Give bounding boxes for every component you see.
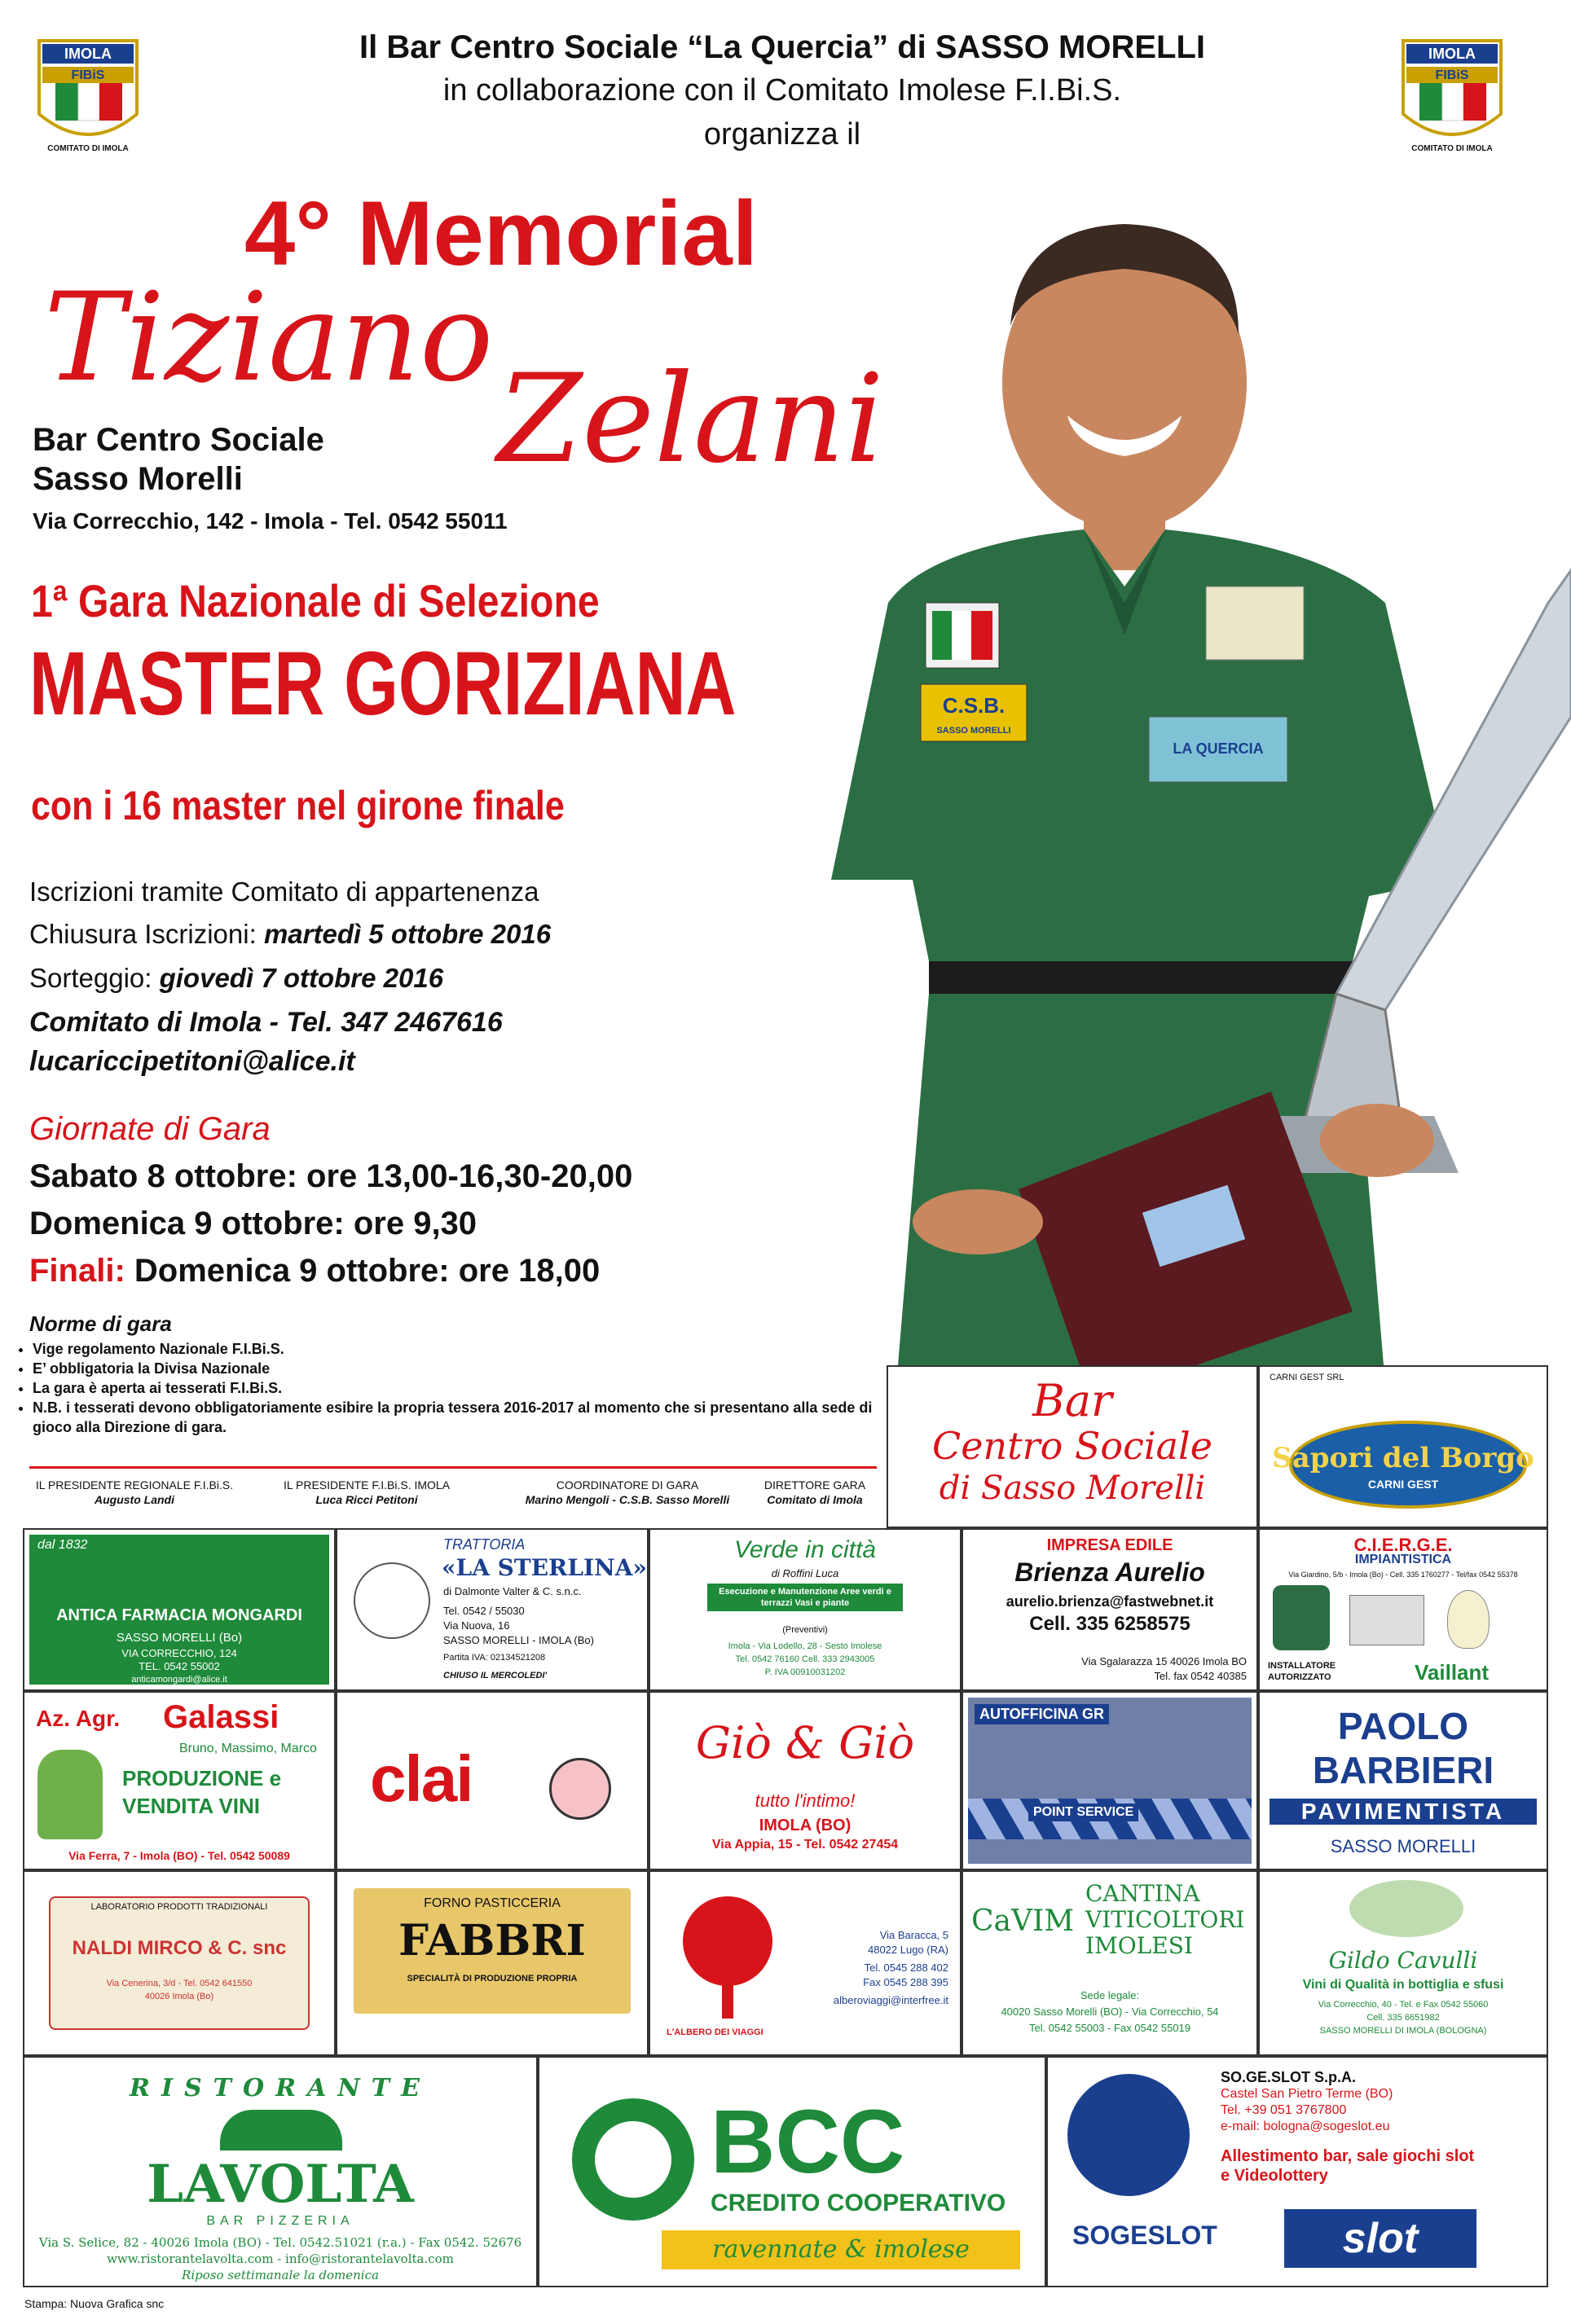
sponsor-sapori-del-borgo	[1258, 1365, 1548, 1528]
info-chiusura-label: Chiusura Iscrizioni:	[29, 919, 264, 949]
sponsor-albero-dei-viaggi	[649, 1870, 962, 2056]
sogeslot-name: SO.GE.SLOT S.p.A.	[1221, 2069, 1357, 2085]
sponsor-sogeslot	[1046, 2056, 1548, 2287]
giogio-name: Giò & Giò	[695, 1717, 915, 1768]
fabbri-name: FABBRI	[398, 1916, 586, 1966]
galassi-line-1: PRODUZIONE e	[122, 1766, 282, 1790]
cierge-sub: IMPIANTISTICA	[1354, 1553, 1452, 1566]
info-comitato: Comitato di Imola - Tel. 347 2467616	[29, 1007, 503, 1038]
cavulli-sub: Vini di Qualità in bottiglia e sfusi	[1302, 1978, 1504, 1992]
sogeslot-mail[interactable]: e-mail: bologna@sogeslot.eu	[1221, 2120, 1390, 2133]
brienza-addr: Via Sgalarazza 15 40026 Imola BO	[1081, 1655, 1247, 1667]
signature-role: DIRETTORE GARA	[763, 1478, 866, 1491]
event-line-2: MASTER GORIZIANA	[29, 634, 737, 734]
lavolta-building-icon	[220, 2110, 342, 2150]
signature-name: Comitato di Imola	[767, 1493, 863, 1506]
galassi-line-2: VENDITA VINI	[122, 1794, 261, 1818]
naldi-name: NALDI MIRCO & C. snc	[72, 1937, 287, 1959]
sponsor-bar-centro-sociale	[887, 1365, 1258, 1528]
sterlina-line-6: CHIUSO IL MERCOLEDI'	[443, 1671, 548, 1680]
albero-fax: Fax 0545 288 395	[863, 1976, 948, 1988]
cantina-line-3: IMOLESI	[1085, 1932, 1193, 1959]
cantina-sede: Sede legale:	[1080, 1989, 1140, 2001]
verde-iva: P. IVA 00910031202	[764, 1667, 846, 1677]
info-email[interactable]: lucariccipetitoni@alice.it	[29, 1046, 355, 1077]
venue-name-1: Bar Centro Sociale	[33, 422, 324, 458]
sponsor-autofficina	[962, 1691, 1258, 1870]
fabbri-top: FORNO PASTICCERIA	[424, 1896, 561, 1910]
albero-city: 48022 Lugo (RA)	[867, 1944, 948, 1956]
farmacia-name: ANTICA FARMACIA MONGARDI	[56, 1606, 302, 1624]
sterlina-line-5: Partita IVA: 02134521208	[443, 1653, 546, 1663]
sponsor-brienza	[962, 1528, 1258, 1691]
bcc-logo-icon	[572, 2098, 694, 2221]
barbieri-line-3: PAVIMENTISTA	[1270, 1799, 1537, 1825]
giornate-domenica: Domenica 9 ottobre: ore 9,30	[29, 1206, 477, 1241]
shirt-badge-text: C.S.B.	[942, 693, 1006, 718]
giornate-sabato: Sabato 8 ottobre: ore 13,00-16,30-20,00	[29, 1158, 633, 1194]
autofficina-name: AUTOFFICINA GR	[975, 1704, 1109, 1724]
signature-block	[261, 1478, 473, 1507]
galassi-name: Galassi	[163, 1699, 279, 1735]
norme-item: • N.B. i tesserati devono obbligatoriamente esibire la propria tessera 2016-2017 al momento che si presentano alla sede di gioco alla Direzione di gara.	[33, 1398, 896, 1437]
lavolta-web[interactable]: www.ristorantelavolta.com - info@ristorantelavolta.com	[107, 2252, 454, 2266]
sapori-top-text: CARNI GEST SRL	[1270, 1373, 1344, 1382]
cierge-inst: INSTALLATORE AUTORIZZATO	[1268, 1661, 1336, 1682]
barbieri-line-1: PAOLO	[1337, 1705, 1469, 1747]
bcc-tag: ravennate & imolese	[662, 2230, 1020, 2269]
tree-icon	[683, 1896, 772, 1986]
lavolta-addr: Via S. Selice, 82 - 40026 Imola (BO) - Tel. 0542.51021 (r.a.) - Fax 0542. 52676	[38, 2235, 522, 2250]
sponsor-naldi-mirco	[23, 1870, 336, 2056]
bar-sponsor-line-2: Centro Sociale	[932, 1424, 1212, 1468]
giornate-finali-label: Finali:	[29, 1253, 125, 1289]
cantina-logo: CaVIM	[971, 1904, 1075, 1938]
info-sorteggio	[29, 963, 443, 994]
info-chiusura-date: martedì 5 ottobre 2016	[263, 919, 552, 949]
logo-bottom-text: COMITATO DI IMOLA	[1411, 144, 1493, 153]
farmacia-line-1: SASSO MORELLI (Bo)	[116, 1631, 243, 1645]
sogeslot-desc-1: Allestimento bar, sale giochi slot	[1221, 2147, 1475, 2165]
galassi-addr: Via Ferra, 7 - Imola (BO) - Tel. 0542 50089	[68, 1849, 290, 1862]
farmacia-line-2: VIA CORRECCHIO, 124	[121, 1647, 237, 1659]
cavulli-city: SASSO MORELLI DI IMOLA (BOLOGNA)	[1319, 2026, 1487, 2036]
albero-mail[interactable]: alberoviaggi@interfree.it	[833, 1994, 948, 2006]
naldi-city: 40026 Imola (Bo)	[144, 1992, 214, 2001]
sponsor-verde-in-citta	[649, 1528, 962, 1691]
verde-tel: Tel. 0542 76160 Cell. 333 2943005	[735, 1654, 875, 1664]
barbieri-line-2: BARBIERI	[1312, 1749, 1494, 1791]
sogeslot-logo-text: SOGESLOT	[1072, 2221, 1217, 2250]
print-credit: Stampa: Nuova Grafica snc	[24, 2297, 165, 2310]
cavulli-cell: Cell. 335 6651982	[1366, 2013, 1440, 2023]
cierge-addr: Via Giardino, 5/b - Imola (Bo) - Cell. 335 1760277 - Tel/fax 0542 55378	[1288, 1571, 1518, 1579]
naldi-scroll	[49, 1896, 310, 2030]
logo-middle-text: FIBiS	[1435, 68, 1469, 82]
albero-tel: Tel. 0545 288 402	[864, 1962, 948, 1974]
signature-block	[24, 1478, 244, 1507]
info-chiusura	[29, 919, 551, 950]
point-service: POINT SERVICE	[1028, 1803, 1138, 1821]
pig-icon	[549, 1758, 611, 1820]
sterlina-pre: TRATTORIA	[443, 1536, 526, 1553]
naldi-addr: Via Cenerina, 3/d - Tel. 0542 641550	[106, 1979, 253, 1988]
sponsor-la-volta	[23, 2056, 538, 2287]
boiler-icon	[1349, 1595, 1424, 1645]
sogeslot-addr: Castel San Pietro Terme (BO)	[1221, 2087, 1393, 2101]
giogio-addr: Via Appia, 15 - Tel. 0542 27454	[711, 1838, 899, 1852]
fabbri-sub: SPECIALITÀ DI PRODUZIONE PROPRIA	[407, 1974, 578, 1984]
info-iscrizioni: Iscrizioni tramite Comitato di appartenenza	[29, 876, 539, 907]
signature-name: Marino Mengoli - C.S.B. Sasso Morelli	[525, 1493, 730, 1506]
clai-logo: clai	[370, 1742, 473, 1815]
logo-top-text: IMOLA	[64, 46, 112, 62]
lavolta-note: Riposo settimanale la domenica	[182, 2268, 379, 2282]
signature-block	[505, 1478, 750, 1507]
bcc-name: BCC	[711, 2092, 905, 2192]
brienza-name: Brienza Aurelio	[1014, 1557, 1205, 1587]
brienza-top: IMPRESA EDILE	[1046, 1536, 1173, 1554]
norme-item: • La gara è aperta ai tesserati F.I.Bi.S.	[33, 1378, 896, 1398]
grape-icon	[37, 1750, 103, 1839]
title-last-name: Zelani	[497, 349, 884, 490]
cavulli-addr: Via Correcchio, 40 - Tel. e Fax 0542 55060	[1318, 2000, 1489, 2010]
sterlina-name: «LA STERLINA»	[442, 1554, 647, 1581]
sogeslot-tel: Tel. +39 051 3767800	[1221, 2103, 1347, 2117]
fibis-logo-left	[31, 24, 145, 163]
sapori-sub: CARNI GEST	[1367, 1478, 1439, 1491]
verde-box: Esecuzione e Manutenzione Aree verdi e terrazzi Vasi e piante	[707, 1584, 903, 1611]
bcc-sub: CREDITO COOPERATIVO	[711, 2190, 1006, 2216]
farmacia-line-4: anticamongardi@alice.it	[131, 1675, 227, 1685]
fibis-logo-right	[1395, 24, 1509, 163]
farmacia-est: dal 1832	[37, 1538, 88, 1552]
sterlina-coin-icon	[354, 1562, 430, 1639]
signature-role: COORDINATORE DI GARA	[556, 1478, 699, 1491]
signature-role: IL PRESIDENTE F.I.Bi.S. IMOLA	[283, 1478, 451, 1491]
giogio-city: IMOLA (BO)	[759, 1817, 852, 1834]
norme-title: Norme di gara	[29, 1311, 172, 1336]
sponsor-bcc	[538, 2056, 1046, 2287]
lavolta-name: LAVOLTA	[147, 2154, 414, 2215]
galassi-sub: Bruno, Massimo, Marco	[179, 1742, 317, 1755]
cantina-tel: Tel. 0542 55003 - Fax 0542 55019	[1028, 2022, 1191, 2034]
cantina-line-2: VITICOLTORI	[1085, 1906, 1245, 1933]
verde-prev: (Preventivi)	[782, 1625, 828, 1635]
signature-block	[750, 1478, 880, 1507]
venue-name-2: Sasso Morelli	[33, 461, 243, 497]
event-line-1: 1ª Gara Nazionale di Selezione	[31, 575, 600, 626]
signature-divider	[29, 1466, 877, 1469]
albero-addr: Via Baracca, 5	[879, 1929, 948, 1941]
sterlina-line-4: SASSO MORELLI - IMOLA (Bo)	[443, 1634, 594, 1646]
sponsor-cantina-viticoltori	[962, 1870, 1258, 2056]
albero-name: L'ALBERO DEI VIAGGI	[667, 2027, 763, 2037]
sponsor-fabbri	[336, 1870, 649, 2056]
brienza-tel: Tel. fax 0542 40385	[1154, 1670, 1247, 1682]
cantina-addr: 40020 Sasso Morelli (BO) - Via Correcchio, 54	[1001, 2005, 1219, 2018]
player-photo	[815, 147, 1571, 1385]
cierge-name: C.I.E.R.G.E.	[1353, 1535, 1453, 1555]
logo-bottom-text: COMITATO DI IMOLA	[47, 144, 129, 153]
sponsor-gio-gio	[649, 1691, 962, 1870]
giornate-title: Giornate di Gara	[29, 1111, 271, 1147]
sponsor-clai	[336, 1691, 649, 1870]
sogeslot-logo-icon	[1067, 2074, 1190, 2196]
lavolta-sub: BAR PIZZERIA	[206, 2214, 354, 2228]
barbieri-line-4: SASSO MORELLI	[1330, 1836, 1476, 1856]
sogeslot-desc-2: e Videolottery	[1221, 2167, 1328, 2185]
norme-list	[0, 1339, 896, 1437]
sponsor-farmacia-mongardi	[23, 1528, 336, 1691]
norme-item: • Vige regolamento Nazionale F.I.Bi.S.	[33, 1339, 896, 1359]
brienza-cell: Cell. 335 6258575	[1029, 1613, 1190, 1635]
giogio-sub: tutto l'intimo!	[755, 1790, 856, 1811]
header-line-2: in collaborazione con il Comitato Imolese F.I.Bi.S.	[442, 73, 1122, 108]
galassi-pre: Az. Agr.	[36, 1706, 121, 1731]
farmacia-line-3: TEL. 0542 55002	[139, 1660, 220, 1672]
bulb-icon	[1447, 1590, 1490, 1649]
sterlina-line-2: Tel. 0542 / 55030	[443, 1605, 525, 1617]
brienza-mail[interactable]: aurelio.brienza@fastwebnet.it	[1006, 1593, 1214, 1610]
sponsor-la-sterlina	[336, 1528, 649, 1691]
norme-item: • E’ obbligatoria la Divisa Nazionale	[33, 1359, 896, 1378]
vineyard-icon	[1349, 1880, 1463, 1937]
signature-name: Luca Ricci Petitoni	[315, 1493, 418, 1506]
shirt-badge-subtext: SASSO MORELLI	[936, 726, 1011, 736]
signature-role: IL PRESIDENTE REGIONALE F.I.Bi.S.	[35, 1478, 234, 1491]
sponsor-cierge	[1258, 1528, 1548, 1691]
logo-middle-text: FIBiS	[71, 68, 105, 82]
sponsor-paolo-barbieri	[1258, 1691, 1548, 1870]
title-first-name: Tiziano	[44, 267, 494, 409]
venue-address: Via Correcchio, 142 - Imola - Tel. 0542 55011	[33, 508, 508, 534]
giornate-finali-text: Domenica 9 ottobre: ore 18,00	[125, 1253, 601, 1289]
signature-name: Augusto Landi	[95, 1493, 174, 1506]
giornate-finali	[29, 1253, 600, 1289]
bar-sponsor-line-3: di Sasso Morelli	[939, 1470, 1206, 1507]
vaillant-logo: Vaillant	[1415, 1660, 1490, 1685]
verde-addr: Imola - Via Lodello, 28 - Sesto Imolese	[728, 1641, 882, 1651]
cavulli-name: Gildo Cavulli	[1328, 1947, 1478, 1974]
sponsor-galassi	[23, 1691, 336, 1870]
lavolta-arc: RISTORANTE	[130, 2074, 431, 2102]
naldi-top: LABORATORIO PRODOTTI TRADIZIONALI	[90, 1902, 268, 1912]
cantina-line-1: CANTINA	[1085, 1880, 1200, 1907]
tree-trunk	[722, 1978, 733, 2019]
bar-sponsor-line-1: Bar	[1032, 1375, 1112, 1426]
header-line-3: organizza il	[703, 117, 861, 152]
header-line-1: Il Bar Centro Sociale “La Quercia” di SASSO MORELLI	[359, 29, 1205, 65]
verde-name: Verde in città	[734, 1536, 876, 1563]
slot-village-logo: slot	[1284, 2209, 1476, 2268]
verde-sub: di Roffini Luca	[771, 1567, 839, 1579]
sponsor-gildo-cavulli	[1258, 1870, 1548, 2056]
sterlina-line-3: Via Nuova, 16	[443, 1619, 510, 1632]
memorial-title: 4° Memorial	[244, 182, 758, 284]
shirt-card-text: LA QUERCIA	[1173, 740, 1264, 757]
info-sorteggio-date: giovedì 7 ottobre 2016	[159, 963, 444, 993]
logo-top-text: IMOLA	[1428, 46, 1476, 62]
sterlina-line-1: di Dalmonte Valter & C. s.n.c.	[443, 1585, 582, 1597]
info-sorteggio-label: Sorteggio:	[29, 963, 160, 993]
worker-icon	[1273, 1585, 1330, 1650]
sapori-name: Sapori del Borgo	[1272, 1442, 1534, 1474]
event-line-3: con i 16 master nel girone finale	[31, 783, 565, 828]
